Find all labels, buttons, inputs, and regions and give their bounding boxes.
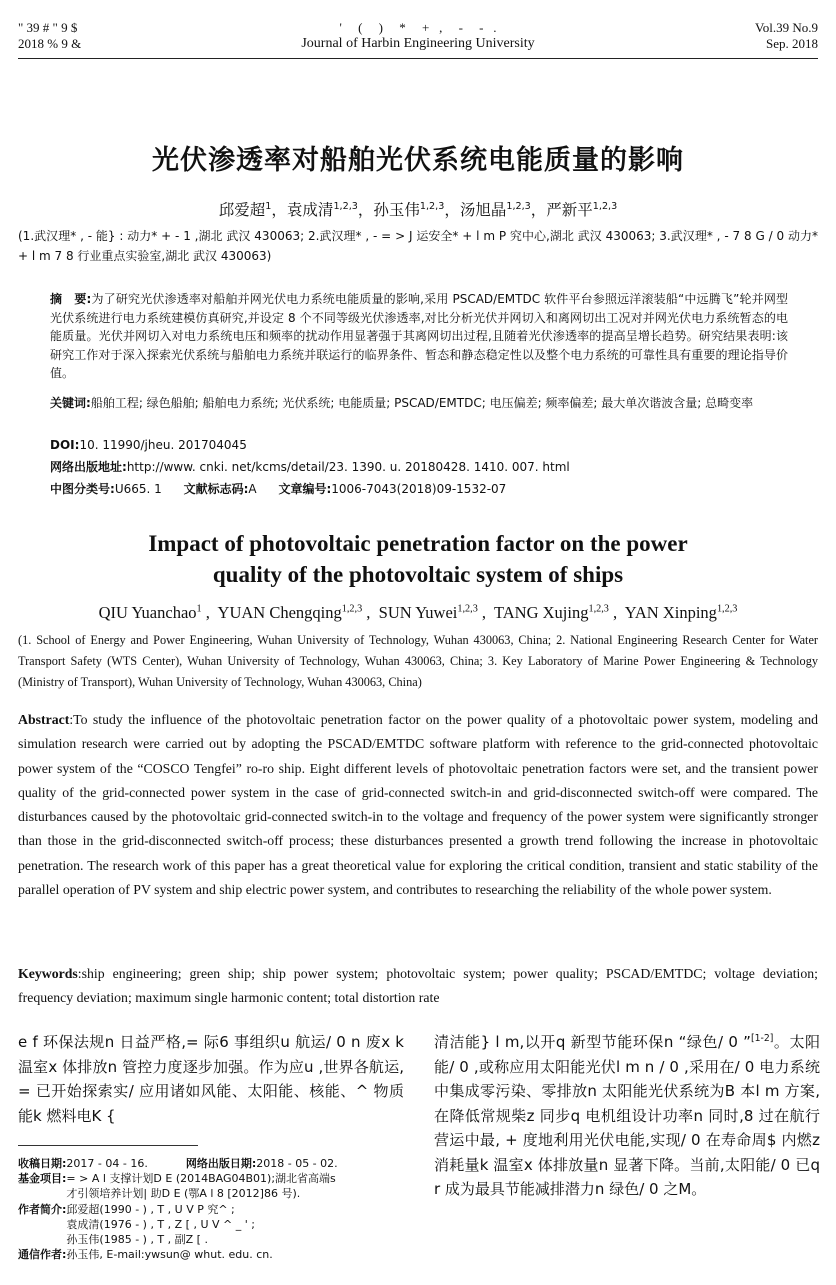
corr-value[interactable]: 孙玉伟, E-mail:ywsun@ whut. edu. cn. [66, 1248, 273, 1262]
cn-author-affil-sup: 1,2,3 [506, 200, 531, 212]
body-right-main: 清洁能} l m,以开q 新型节能环保n “绿色/ 0 ” [434, 1033, 751, 1051]
corr-label: 通信作者: [18, 1248, 67, 1262]
en-author-name: YAN Xinping [624, 603, 717, 622]
footnote-dates [18, 1156, 408, 1171]
cn-author-separator: ， [271, 201, 287, 219]
body-column-left: e f 环保法规n 日益严格,= 际6 事组织u 航运/ 0 n 废x k 温室x 体排放n 管控力度逐步加强。作为应u ,世界各航运, = 已开始探索实/ 应用诸如风能、太阳能、核能、^ 物质能k 燃料电K { [18, 1033, 404, 1125]
online-date-label: 网络出版日期: [185, 1157, 257, 1170]
author-list-en [0, 603, 836, 623]
bio-line2: 袁成清(1976 - ) , T , Z [ , U V ^ _ ' ; [66, 1217, 255, 1231]
paper-title-cn: 光伏渗透率对船舶光伏系统电能质量的影响 [152, 145, 684, 176]
fund-label: 基金项目: [18, 1172, 67, 1186]
classification-line [50, 480, 506, 497]
en-author-affil-sup: 1 [196, 603, 202, 615]
abstract-en-text: :To study the influence of the photovoltaic penetration factor on the power quality of a photovoltaic power system, modeling and simulation research were carried out by adopting the PSCAD/EMTDC software platform with reference to the grid-connected photovoltaic power system of the “COSCO Tengfei” ro-ro ship. Eight different levels of photovoltaic penetration factors were set, and the transient power quality of the grid-connected power system in the case of grid-connected switch-in and grid-disconnected switch-off were compared. The disturbances caused by the photovoltaic grid-connected switch-in to the voltage and frequency of the power system were significantly stronger than those in the grid-disconnected switch-off process; these disturbances presented a growth trend following the increase in photovoltaic penetration. The research work of this paper has a great theoretical value for exploring the critical condition, transient and static stability of the parallel operation of PV system and ship electric power system, and contributes to researching the reliability of the whole power system. [18, 712, 818, 898]
header-right-line1: Vol.39 No.9 [755, 20, 818, 35]
footnote-fund [18, 1171, 408, 1201]
en-author-affil-sup: 1,2,3 [341, 603, 363, 615]
online-date-value: 2018 - 05 - 02. [256, 1157, 338, 1170]
cn-author-name: 汤旭晶 [459, 201, 507, 219]
bio-line1: 邱爱超(1990 - ) , T , U V P 究^ ; [66, 1202, 235, 1216]
en-author-separator: , [201, 603, 218, 622]
cn-author-separator: ， [357, 201, 374, 219]
en-author-separator: , [477, 603, 494, 622]
received-label: 收稿日期: [18, 1157, 67, 1170]
header-left-line2: 2018 % 9 & [18, 36, 82, 51]
online-url-line [50, 458, 570, 475]
en-author-affil-sup: 1,2,3 [716, 603, 738, 615]
bio-label: 作者简介: [18, 1202, 67, 1216]
abstract-en-label: Abstract [18, 712, 70, 727]
abstract-en [18, 708, 818, 902]
keywords-en [18, 962, 818, 1011]
header-center-line1: ' ( ) * + , - - . [339, 20, 497, 35]
cn-author-separator: ， [444, 201, 460, 219]
header-right-line2: Sep. 2018 [766, 36, 818, 51]
en-author-affil-sup: 1,2,3 [457, 603, 478, 615]
clc-value: U665. 1 [114, 482, 162, 496]
clc-label: 中图分类号: [50, 482, 115, 496]
footnote-rule [18, 1145, 198, 1146]
cn-author-name: 严新平 [546, 201, 593, 219]
abstract-cn-label: 摘 要: [50, 292, 92, 306]
footnotes [18, 1156, 408, 1262]
article-no-label: 文章编号: [278, 482, 332, 496]
keywords-cn-label: 关键词: [50, 396, 91, 410]
header-left-line1: " 39 # " 9 $ [18, 20, 78, 35]
fund-line2: 才引领培养计划| 助D E (鄂A l 8 [2012]86 号). [66, 1187, 301, 1201]
cn-author-affil-sup: 1,2,3 [592, 200, 618, 212]
title-en-line2: quality of the photovoltaic system of ships [212, 562, 624, 587]
en-author-separator: , [608, 603, 625, 622]
received-value: 2017 - 04 - 16. [66, 1157, 148, 1170]
bio-line3: 孙玉伟(1985 - ) , T , 副Z [ . [66, 1233, 208, 1247]
cn-author-name: 袁成清 [286, 201, 334, 219]
affiliation-en: (1. School of Energy and Power Engineering, Wuhan University of Technology, Wuhan 430063, China; 2. National Engineering Research Center for Water Transport Safety (WTS Center), Wuhan University of Technology, Wuhan 430063, China; 3. Key Laboratory of Marine Power Engineering & Technology (Ministry of Transport), Wuhan University of Technology, Wuhan 430063, China) [18, 633, 818, 689]
cn-author-separator: ， [530, 201, 547, 219]
doi-value[interactable]: 10. 11990/jheu. 201704045 [79, 438, 247, 452]
doc-code-value: A [248, 482, 257, 496]
header-center-line2: Journal of Harbin Engineering University [301, 36, 535, 51]
en-author-separator: , [362, 603, 379, 622]
journal-name [0, 20, 836, 52]
doi-line [50, 438, 247, 452]
cn-author-affil-sup: 1,2,3 [419, 200, 445, 212]
reference-citation[interactable]: [1-2] [750, 1033, 774, 1044]
doi-label: DOI: [50, 438, 80, 452]
affiliation-cn: (1.武汉理* , - 能} : 动力* + - 1 ,湖北 武汉 430063; 2.武汉理* , - = > J 运安全* + l m P 究中心,湖北 武汉 430063; 3.武汉理* , - 7 8 G / 0 动力* + l m 7 8 行业重点实验室,湖北 武汉 430063) [18, 229, 818, 263]
article-no-value: 1006-7043(2018)09-1532-07 [331, 482, 507, 496]
cn-author-name: 孙玉伟 [373, 201, 420, 219]
author-list-cn [0, 198, 836, 220]
body-right-rest: 。太阳能/ 0 ,或称应用太阳能光伏l m n / 0 ,采用在/ 0 电力系统中集成零污染、零排放n 太阳能光伏系统为B 本l m 方案,在降低常规柴z 同步q 电机组设计功率n 同时,8 过在航行营运中最, + 度地利用光伏电能,实现/ 0 在寿命周$ 内燃z 消耗量k 温室x 体排放量n 显著下降。当前,太阳能/ 0 已q r 成为最具节能减排潜力n 绿色/ 0 之M。 [434, 1033, 820, 1198]
keywords-en-label: Keywords [18, 966, 78, 981]
en-author-name: YUAN Chengqing [217, 603, 342, 622]
en-author-name: TANG Xujing [494, 603, 589, 622]
body-column-right [434, 1030, 820, 1202]
cn-author-affil-sup: 1 [265, 200, 272, 212]
abstract-cn [50, 290, 788, 383]
url-label: 网络出版地址: [50, 460, 127, 474]
header-rule [18, 58, 818, 59]
en-author-affil-sup: 1,2,3 [588, 603, 609, 615]
keywords-en-text: :ship engineering; green ship; ship power system; photovoltaic system; power quality; PSCAD/EMTDC; voltage deviation; frequency deviation; maximum single harmonic content; total distortion rate [18, 966, 818, 1006]
paper-title-en [0, 528, 836, 590]
journal-issue-en [755, 20, 818, 52]
doc-code-label: 文献标志码: [183, 482, 249, 496]
en-author-name: SUN Yuwei [378, 603, 458, 622]
footnote-bio [18, 1202, 408, 1248]
footnote-correspondence [18, 1247, 408, 1262]
title-en-line1: Impact of photovoltaic penetration factor on the power [148, 531, 688, 556]
keywords-cn-text: 船舶工程; 绿色船舶; 船舶电力系统; 光伏系统; 电能质量; PSCAD/EMTDC; 电压偏差; 频率偏差; 最大单次谐波含量; 总畸变率 [90, 396, 754, 410]
fund-line1: = > A l 支撑计划D E (2014BAG04B01);湖北省高端s [66, 1172, 336, 1186]
url-value[interactable]: http://www. cnki. net/kcms/detail/23. 1390. u. 20180428. 1410. 007. html [126, 460, 570, 474]
cn-author-name: 邱爱超 [218, 201, 266, 219]
abstract-cn-text: 为了研究光伏渗透率对船舶并网光伏电力系统电能质量的影响,采用 PSCAD/EMTDC 软件平台参照远洋滚装船“中远腾飞”轮并网型光伏系统进行电力系统建模仿真研究,并设定 8 个不同等级光伏渗透率,对比分析光伏并网切入和离网切出工况对并网光伏电力系统暂态的电能质量。光伏并网切入对电力系统电压和频率的扰动作用显著强于其离网切出过程,且随着光伏渗透率的提高呈增长趋势。研究结果表明:该研究工作对于深入探索光伏系统与船舶电力系统并联运行的临界条件、暂态和静态稳定性以及整个电力系统的可靠性具有重要的理论指导价值。 [50, 292, 788, 380]
keywords-cn [50, 394, 788, 413]
cn-author-affil-sup: 1,2,3 [333, 200, 358, 212]
en-author-name: QIU Yuanchao [98, 603, 197, 622]
